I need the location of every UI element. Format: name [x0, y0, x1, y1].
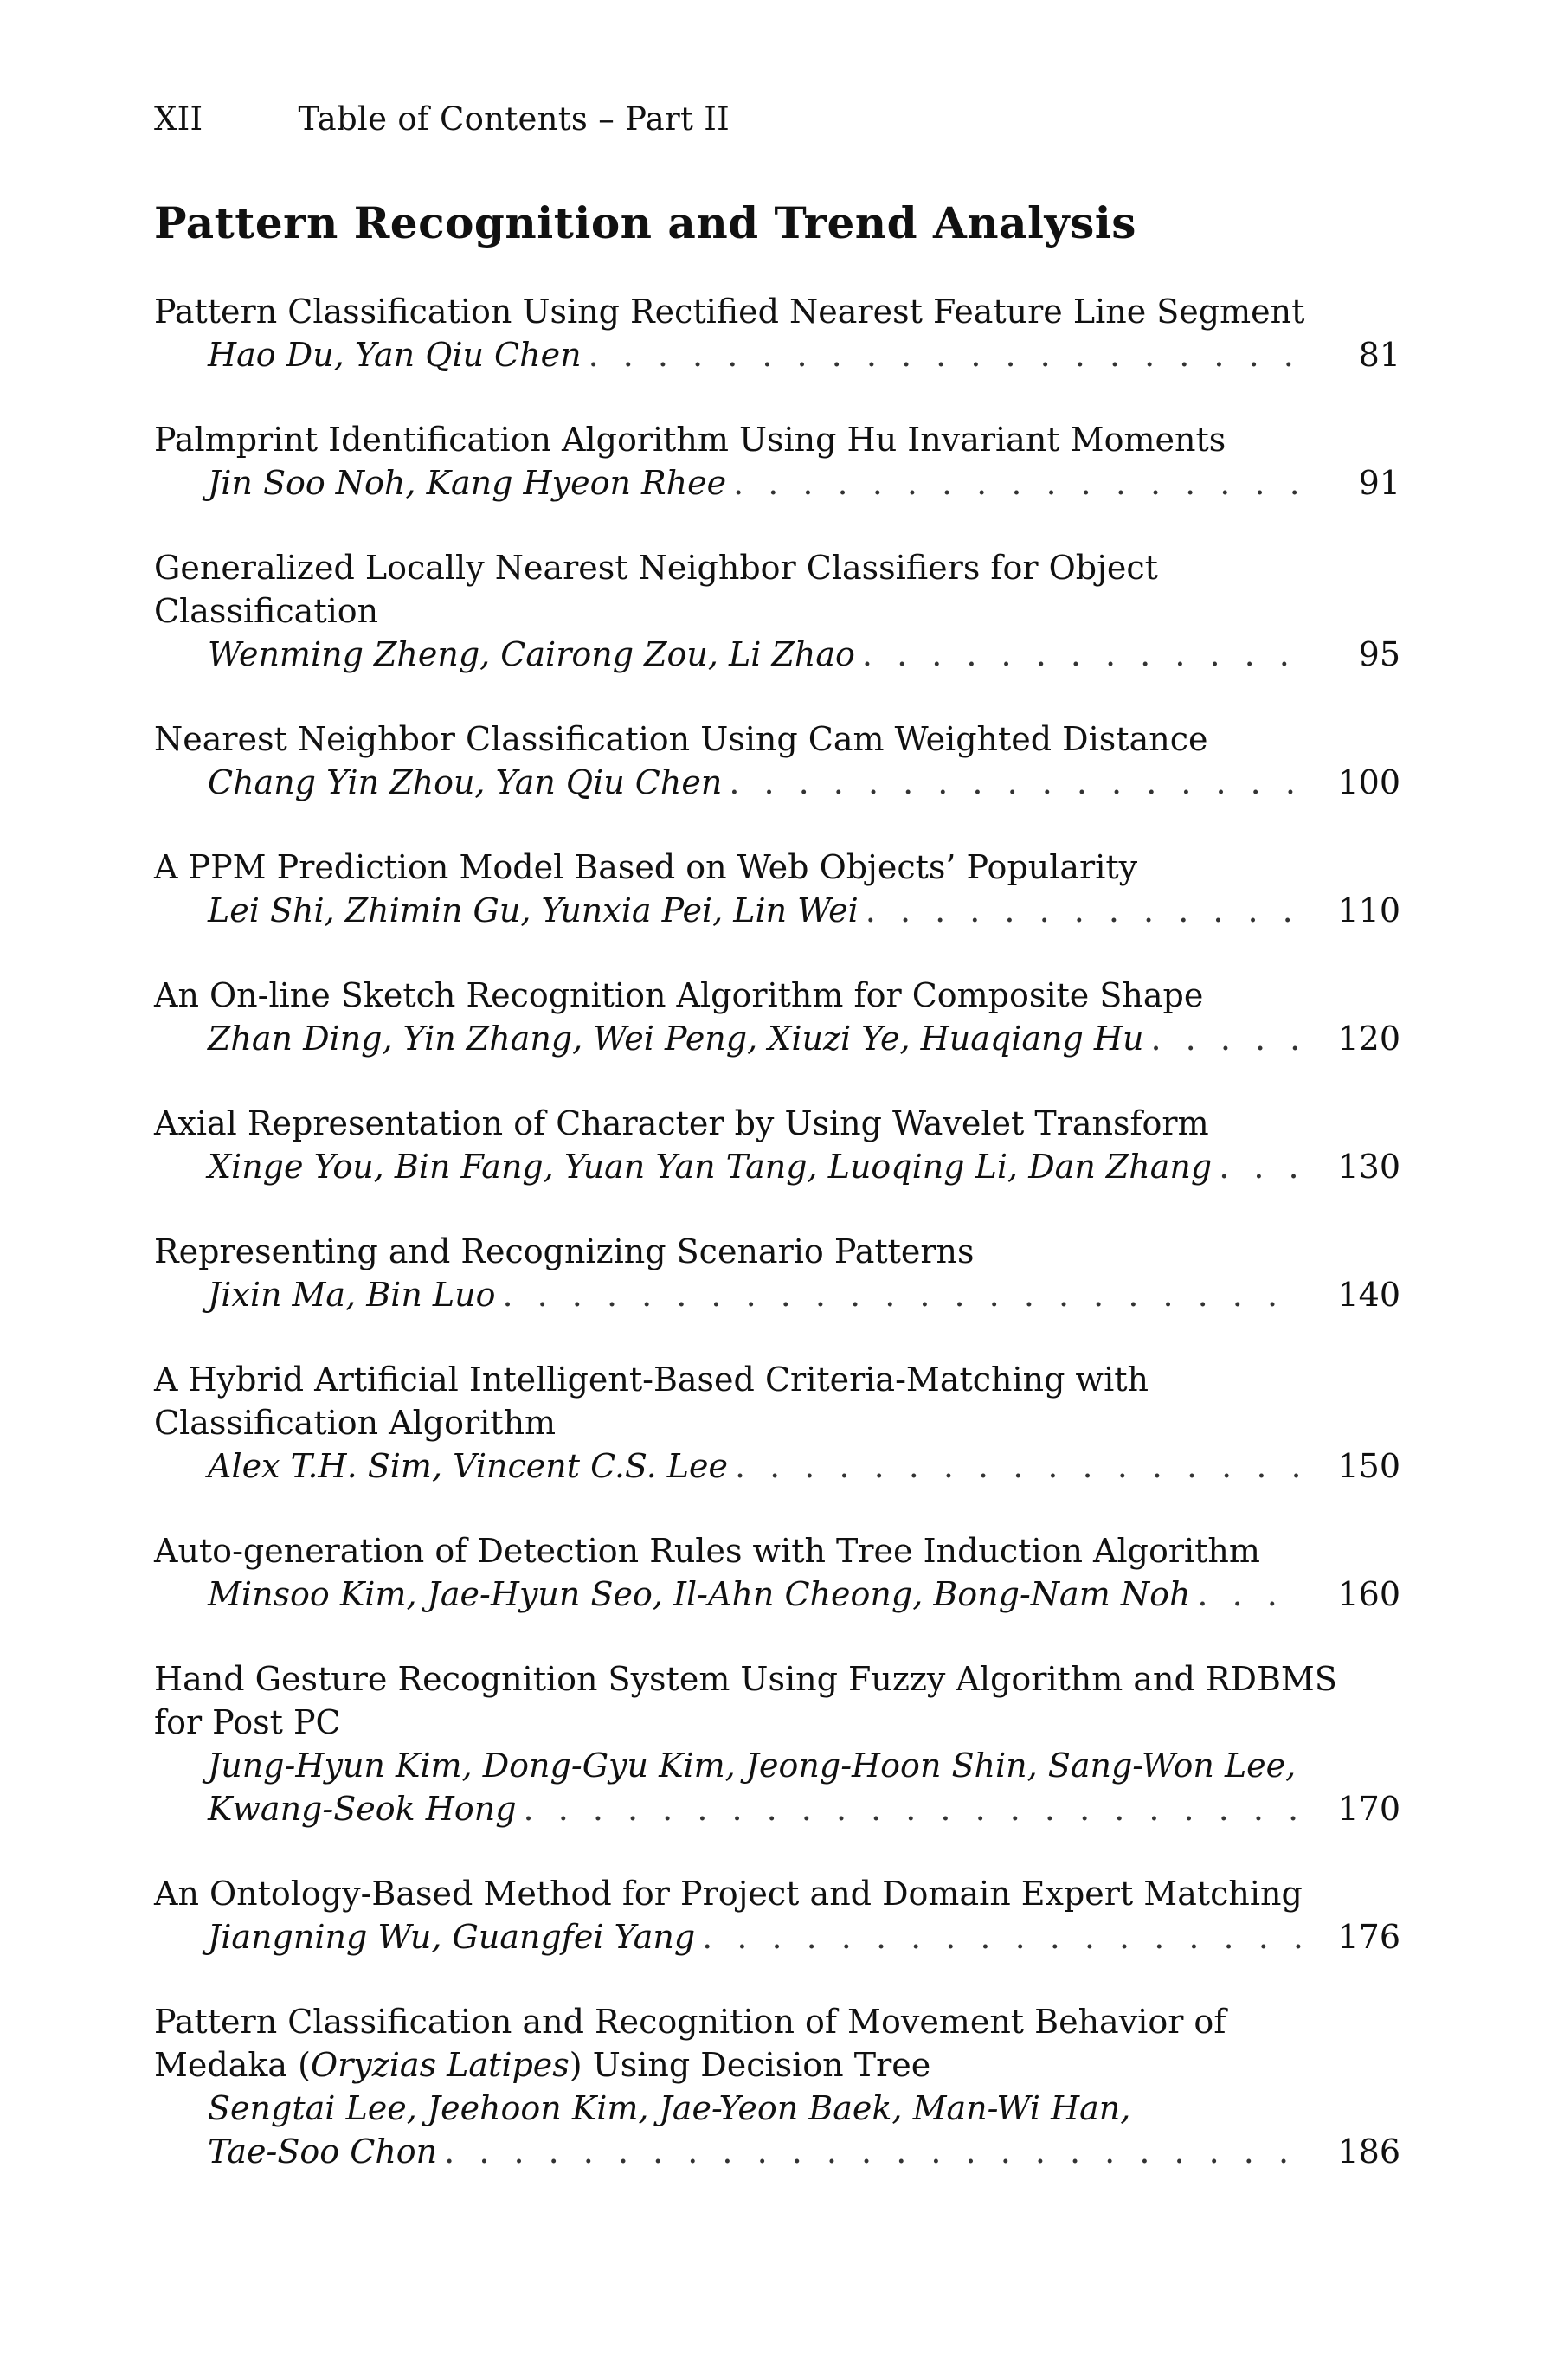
dot-leader: [502, 1273, 1303, 1316]
entry-authors-line: [154, 1273, 1400, 1316]
page-label: XII: [154, 100, 203, 138]
species-name: Oryzias Latipes: [310, 2046, 570, 2084]
entry-title: [154, 974, 1400, 1017]
dot-leader: [524, 1787, 1303, 1830]
entry-title-line: Pattern Classification Using Rectified Nearest Feature Line Segment: [154, 293, 1305, 331]
toc-list: [154, 290, 1400, 2173]
entry-authors: Sengtai Lee, Jeehoon Kim, Jae-Yeon Baek, Man-Wi Han,: [208, 2089, 1131, 2127]
entry-title-line: Nearest Neighbor Classification Using Cam Weighted Distance: [154, 720, 1208, 758]
toc-entry[interactable]: [154, 1529, 1400, 1616]
entry-authors: Xinge You, Bin Fang, Yuan Yan Tang, Luoqing Li, Dan Zhang: [208, 1148, 1213, 1186]
entry-page-number: 186: [1337, 2132, 1400, 2171]
toc-entry[interactable]: [154, 290, 1400, 376]
entry-page-number: 95: [1358, 635, 1400, 673]
running-title: Table of Contents – Part II: [298, 100, 730, 138]
entry-title-text: Medaka (: [154, 2046, 311, 2084]
entry-authors-line: [154, 1915, 1400, 1959]
toc-entry[interactable]: [154, 2000, 1400, 2173]
entry-title-line: A Hybrid Artificial Intelligent-Based Criteria-Matching with: [154, 1360, 1149, 1399]
toc-entry[interactable]: [154, 717, 1400, 804]
toc-entry[interactable]: [154, 546, 1400, 676]
entry-authors-line: [154, 1573, 1400, 1616]
entry-page-number: 130: [1337, 1148, 1400, 1186]
entry-title: [154, 418, 1400, 461]
entry-title: [154, 290, 1400, 333]
toc-entry[interactable]: [154, 418, 1400, 505]
dot-leader: [444, 2130, 1303, 2173]
dot-leader: [702, 1915, 1303, 1959]
entry-title: [154, 717, 1400, 761]
entry-authors: Hao Du, Yan Qiu Chen: [208, 336, 582, 374]
entry-title-line: Pattern Classification and Recognition of Movement Behavior of: [154, 2003, 1226, 2041]
entry-title-line: Classification: [154, 592, 379, 630]
entry-authors: Wenming Zheng, Cairong Zou, Li Zhao: [208, 635, 855, 673]
entry-title: [154, 1872, 1400, 1915]
entry-title: [154, 1529, 1400, 1573]
entry-authors-line: [154, 1145, 1400, 1188]
entry-authors-line: [154, 761, 1400, 804]
entry-page-number: 100: [1337, 763, 1400, 801]
dot-leader: [866, 889, 1303, 932]
entry-title-line: for Post PC: [154, 1703, 341, 1741]
entry-authors-line: [154, 333, 1400, 376]
entry-authors: Chang Yin Zhou, Yan Qiu Chen: [208, 763, 723, 801]
entry-authors-line: [154, 633, 1400, 676]
entry-title-line: Axial Representation of Character by Using Wavelet Transform: [154, 1104, 1209, 1142]
toc-entry[interactable]: [154, 1230, 1400, 1316]
entry-page-number: 120: [1337, 1020, 1400, 1058]
entry-title-line: Generalized Locally Nearest Neighbor Classifiers for Object: [154, 549, 1158, 587]
entry-authors-line: [154, 1444, 1400, 1488]
entry-title: [154, 2000, 1400, 2087]
entry-authors: Jiangning Wu, Guangfei Yang: [208, 1918, 696, 1956]
entry-page-number: 150: [1337, 1447, 1400, 1485]
entry-page-number: 170: [1337, 1790, 1400, 1828]
dot-leader: [1197, 1573, 1303, 1616]
entry-authors-line: [154, 2130, 1400, 2173]
entry-title: [154, 546, 1400, 633]
toc-page: [154, 100, 1400, 2215]
entry-page-number: 81: [1358, 336, 1400, 374]
entry-page-number: 160: [1337, 1575, 1400, 1613]
entry-title-line: Palmprint Identification Algorithm Using Hu Invariant Moments: [154, 421, 1226, 459]
entry-title: [154, 846, 1400, 889]
dot-leader: [1219, 1145, 1303, 1188]
toc-entry[interactable]: [154, 1657, 1400, 1830]
entry-title-line: Representing and Recognizing Scenario Patterns: [154, 1232, 975, 1270]
entry-title-text: ) Using Decision Tree: [569, 2046, 931, 2084]
entry-authors-line: [154, 1787, 1400, 1830]
entry-authors: Tae-Soo Chon: [208, 2132, 438, 2171]
entry-authors: Zhan Ding, Yin Zhang, Wei Peng, Xiuzi Ye, Huaqiang Hu: [208, 1020, 1144, 1058]
entry-authors-line: [154, 1017, 1400, 1060]
dot-leader: [589, 333, 1303, 376]
entry-title-line: [154, 2043, 1400, 2087]
entry-authors-line: [154, 889, 1400, 932]
entry-title: [154, 1657, 1400, 1744]
section-title: Pattern Recognition and Trend Analysis: [154, 197, 1136, 248]
entry-title-line: Auto-generation of Detection Rules with Tree Induction Algorithm: [154, 1532, 1260, 1570]
entry-page-number: 176: [1337, 1918, 1400, 1956]
running-head: [154, 100, 1400, 152]
toc-entry[interactable]: [154, 1358, 1400, 1488]
entry-title-line: An On-line Sketch Recognition Algorithm for Composite Shape: [154, 976, 1204, 1014]
dot-leader: [733, 461, 1303, 505]
entry-title-line: Hand Gesture Recognition System Using Fuzzy Algorithm and RDBMS: [154, 1660, 1337, 1698]
dot-leader: [735, 1444, 1303, 1488]
entry-title-line: Classification Algorithm: [154, 1404, 557, 1442]
entry-page-number: 140: [1337, 1276, 1400, 1314]
entry-authors: Minsoo Kim, Jae-Hyun Seo, Il-Ahn Cheong, Bong-Nam Noh: [208, 1575, 1191, 1613]
toc-entry[interactable]: [154, 1102, 1400, 1188]
entry-title-line: An Ontology-Based Method for Project and Domain Expert Matching: [154, 1875, 1303, 1913]
entry-authors: Jung-Hyun Kim, Dong-Gyu Kim, Jeong-Hoon Shin, Sang-Won Lee,: [208, 1746, 1297, 1785]
entry-page-number: 110: [1337, 891, 1400, 929]
entry-title: [154, 1102, 1400, 1145]
entry-authors: Kwang-Seok Hong: [208, 1790, 517, 1828]
entry-page-number: 91: [1358, 464, 1400, 502]
dot-leader: [862, 633, 1303, 676]
toc-entry[interactable]: [154, 974, 1400, 1060]
dot-leader: [1151, 1017, 1303, 1060]
toc-entry[interactable]: [154, 846, 1400, 932]
entry-authors: Alex T.H. Sim, Vincent C.S. Lee: [208, 1447, 728, 1485]
entry-title: [154, 1358, 1400, 1444]
entry-authors: Lei Shi, Zhimin Gu, Yunxia Pei, Lin Wei: [208, 891, 859, 929]
entry-authors-line: [154, 461, 1400, 505]
entry-title: [154, 1230, 1400, 1273]
entry-authors: Jixin Ma, Bin Luo: [208, 1276, 496, 1314]
toc-entry[interactable]: [154, 1872, 1400, 1959]
dot-leader: [729, 761, 1303, 804]
entry-authors: Jin Soo Noh, Kang Hyeon Rhee: [208, 464, 727, 502]
entry-title-line: A PPM Prediction Model Based on Web Objects’ Popularity: [154, 848, 1138, 886]
